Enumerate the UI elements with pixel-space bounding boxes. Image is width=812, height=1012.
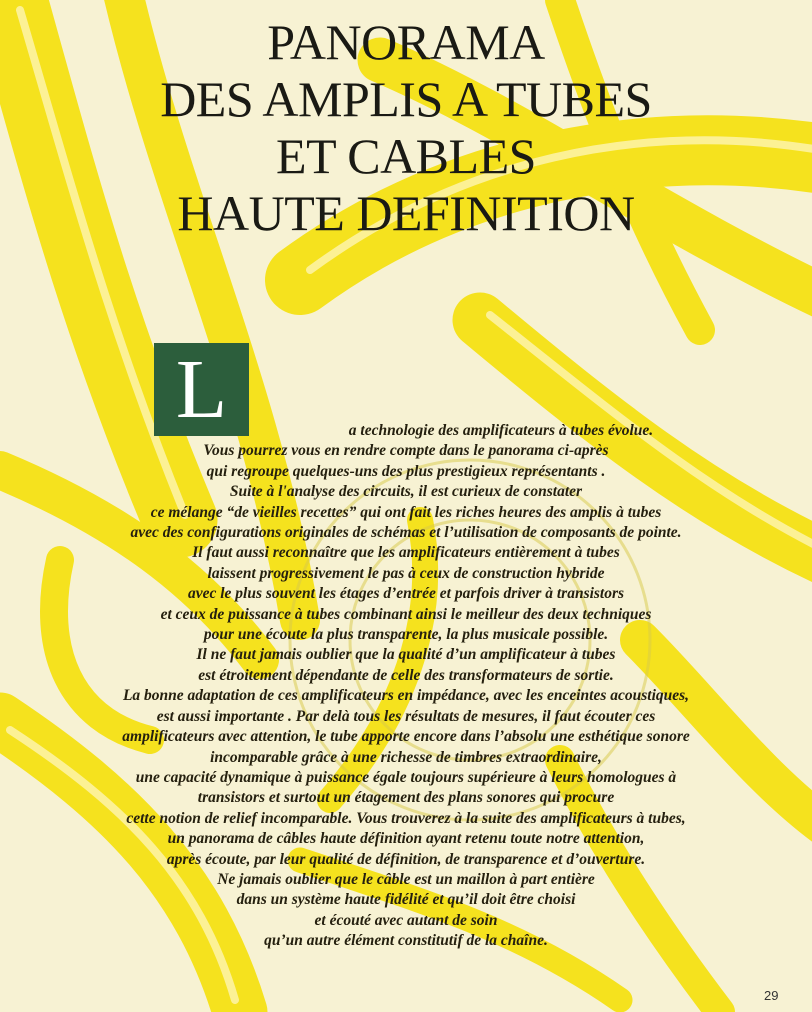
body-line: et ceux de puissance à tubes combinant ainsi le meilleur des deux techniques <box>160 605 652 623</box>
page-number: 29 <box>764 988 779 1003</box>
body-line: pour une écoute la plus transparente, la plus musicale possible. <box>203 626 609 644</box>
body-line: cette notion de relief incomparable. Vous trouverez à la suite des amplificateurs à tubes, <box>126 809 686 827</box>
title-line: PANORAMA <box>267 14 545 70</box>
body-line: incomparable grâce à une richesse de timbres extraordinaire, <box>210 748 602 766</box>
title-line: DES AMPLIS A TUBES <box>160 71 652 127</box>
body-line: est aussi importante . Par delà tous les résultats de mesures, il faut écouter ces <box>156 707 656 725</box>
title-line: ET CABLES <box>276 128 536 184</box>
body-line: Vous pourrez vous en rendre compte dans le panorama ci-après <box>203 442 609 460</box>
body-line: La bonne adaptation de ces amplificateurs en impédance, avec les enceintes acoustiques, <box>122 687 690 705</box>
body-line: est étroitement dépendante de celle des transformateurs de sortie. <box>198 666 614 684</box>
body-line: Il faut aussi reconnaître que les amplificateurs entièrement à tubes <box>192 544 620 562</box>
body-line: après écoute, par leur qualité de définition, de transparence et d’ouverture. <box>166 850 646 868</box>
body-line: une capacité dynamique à puissance égale toujours supérieure à leurs homologues à <box>135 768 677 786</box>
drop-cap: L <box>154 343 249 436</box>
body-line: avec le plus souvent les étages d’entrée et parfois driver à transistors <box>187 585 625 603</box>
body-line: ce mélange “de vieilles recettes” qui ont fait les riches heures des amplis à tubes <box>150 503 662 521</box>
body-line: qu’un autre élément constitutif de la chaîne. <box>264 932 548 950</box>
body-line: laissent progressivement le pas à ceux de construction hybride <box>207 564 605 582</box>
body-line: transistors et surtout un étagement des plans sonores qui procure <box>197 789 615 807</box>
body-line: un panorama de câbles haute définition ayant retenu toute notre attention, <box>167 830 645 848</box>
article-title <box>0 14 812 242</box>
body-line: qui regroupe quelques-uns des plus prestigieux représentants . <box>206 462 606 480</box>
body-line: dans un système haute fidélité et qu’il doit être choisi <box>236 891 576 909</box>
body-line: Ne jamais oublier que le câble est un maillon à part entière <box>217 870 595 888</box>
body-line: Il ne faut jamais oublier que la qualité d’un amplificateur à tubes <box>196 646 616 664</box>
body-line: Suite à l'analyse des circuits, il est curieux de constater <box>229 483 583 501</box>
body-line: a technologie des amplificateurs à tubes évolue. <box>348 422 654 439</box>
body-line: et écouté avec autant de soin <box>314 911 498 929</box>
body-line: avec des configurations originales de schémas et l’utilisation de composants de pointe. <box>130 524 682 542</box>
title-line: HAUTE DEFINITION <box>177 185 635 241</box>
body-line: amplificateurs avec attention, le tube apporte encore dans l’absolu une esthétique sonore <box>122 728 690 746</box>
article-body <box>0 421 812 952</box>
